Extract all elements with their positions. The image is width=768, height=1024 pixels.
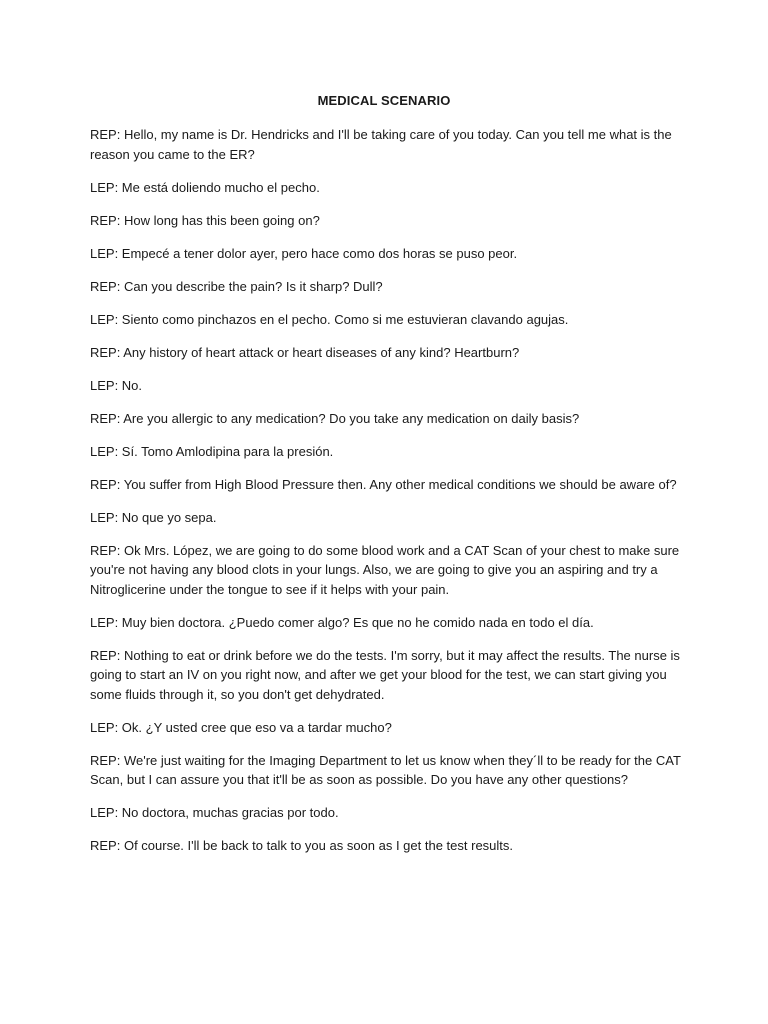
dialogue-line: REP: How long has this been going on? <box>90 212 320 228</box>
dialogue-line: REP: Hello, my name is Dr. Hendricks and I'll be taking care of you today. Can you tell me what is the reason you came to the ER? <box>90 127 672 162</box>
dialogue-line: REP: Of course. I'll be back to talk to you as soon as I get the test results. <box>90 838 514 853</box>
dialogue-line: REP: You suffer from High Blood Pressure then. Any other medical conditions we should be aware of? <box>90 476 677 492</box>
dialogue-line: REP: Are you allergic to any medication? Do you take any medication on daily basis? <box>90 410 580 426</box>
dialogue-line: REP: We're just waiting for the Imaging Department to let us know when they´ll to be ready for the CAT Scan, but I can assure you that it'll be as soon as possible. Do you have any other questions? <box>90 752 681 787</box>
dialogue-line: LEP: Empecé a tener dolor ayer, pero hace como dos horas se puso peor. <box>90 245 518 261</box>
dialogue-line: LEP: Siento como pinchazos en el pecho. Como si me estuvieran clavando agujas. <box>90 311 569 327</box>
dialogue-line: LEP: Sí. Tomo Amlodipina para la presión. <box>90 443 334 459</box>
dialogue-line: REP: Ok Mrs. López, we are going to do some blood work and a CAT Scan of your chest to make sure you're not having any blood clots in your lungs. Also, we are going to give you an aspiring and try a Nitroglicerine under the tongue to see if it helps with your pain. <box>90 542 680 597</box>
dialogue-line: REP: Nothing to eat or drink before we do the tests. I'm sorry, but it may affect the results. The nurse is going to start an IV on you right now, and after we get your blood for the test, we can start giving you some fluids through it, so you don't get dehydrated. <box>90 647 680 702</box>
dialogue-line: LEP: No. <box>90 377 143 393</box>
dialogue-line: REP: Any history of heart attack or heart diseases of any kind? Heartburn? <box>90 344 520 360</box>
dialogue-line: LEP: Muy bien doctora. ¿Puedo comer algo? Es que no he comido nada en todo el día. <box>90 614 594 630</box>
document-title: MEDICAL SCENARIO <box>317 93 451 108</box>
dialogue-line: REP: Can you describe the pain? Is it sharp? Dull? <box>90 278 383 294</box>
dialogue-line: LEP: Me está doliendo mucho el pecho. <box>90 179 320 195</box>
dialogue-line: LEP: No doctora, muchas gracias por todo. <box>90 805 339 820</box>
dialogue-line: LEP: Ok. ¿Y usted cree que eso va a tardar mucho? <box>90 719 392 735</box>
dialogue-line: LEP: No que yo sepa. <box>90 509 217 525</box>
dialogue-body <box>90 125 685 869</box>
